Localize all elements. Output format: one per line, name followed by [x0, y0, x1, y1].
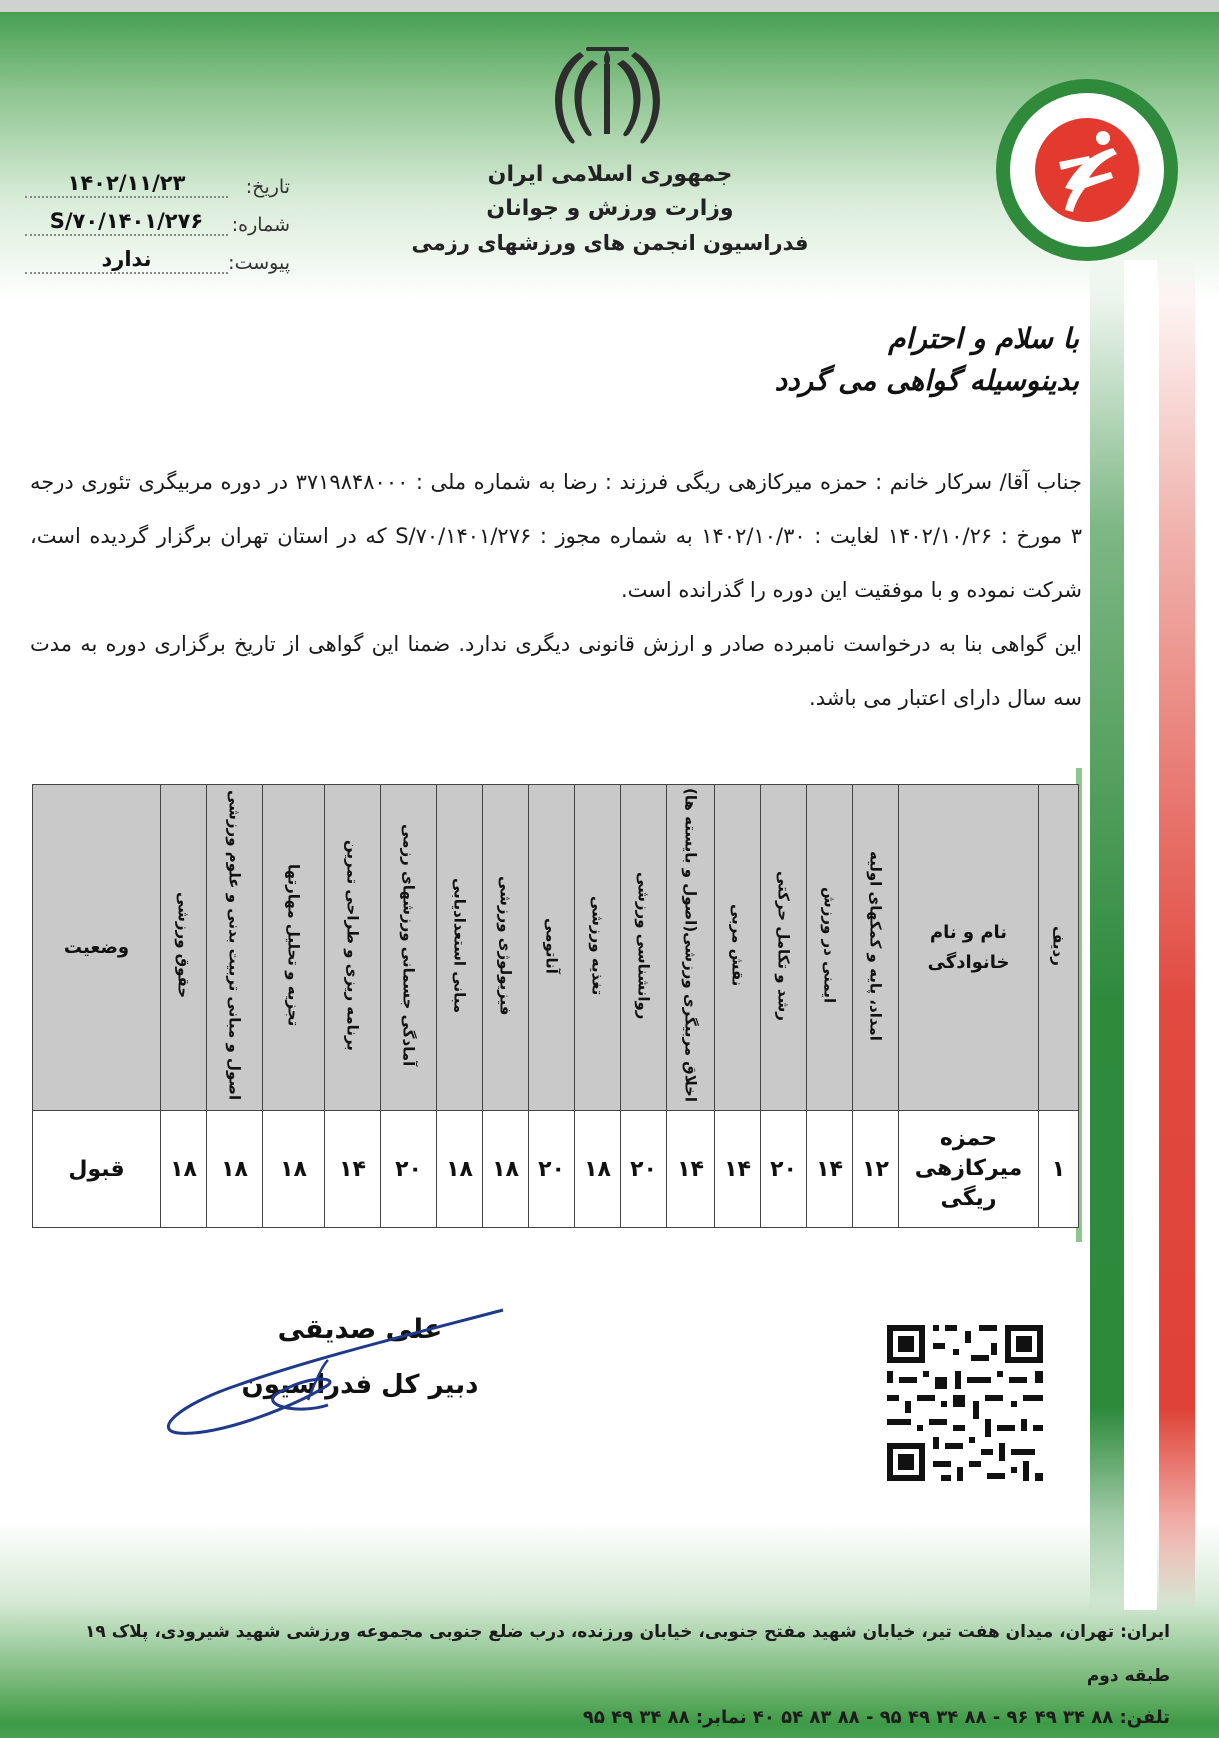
table-header-row: [33, 785, 1079, 1111]
header-sport-physiology: فیزیولوژی ورزشی: [483, 785, 529, 1111]
cell-grade: ۱۴: [667, 1111, 715, 1228]
red-stripe: [1159, 260, 1195, 1610]
cell-grade: ۱۸: [161, 1111, 207, 1228]
iran-emblem-icon: [550, 42, 665, 152]
signatory-name: علی صدیقی: [277, 1314, 443, 1345]
header-sports-law: حقوق ورزشی: [161, 785, 207, 1111]
ministry-title: وزارت ورزش و جوانان: [486, 196, 734, 221]
cell-row-number: ۱: [1039, 1111, 1079, 1228]
cell-grade: ۱۸: [575, 1111, 621, 1228]
green-stripe: [1090, 260, 1124, 1610]
cell-grade: ۱۸: [207, 1111, 263, 1228]
grades-table: [32, 784, 1079, 1228]
number-row: [25, 198, 290, 236]
cell-grade: ۱۸: [483, 1111, 529, 1228]
header-titles: [400, 158, 820, 260]
attachment-value: ندارد: [25, 246, 228, 274]
letter-meta: [25, 160, 290, 274]
header-training-planning: برنامه ریزی و طراحی تمرین: [325, 785, 381, 1111]
header-skill-analysis: تجزیه و تحلیل مهارتها: [263, 785, 325, 1111]
footer: [55, 1610, 1170, 1738]
header-first-aid: امداد، پایه و کمکهای اولیه: [853, 785, 899, 1111]
federation-logo-icon: [995, 78, 1180, 263]
country-title: جمهوری اسلامی ایران: [487, 162, 733, 187]
header-sport-nutrition: تغذیه ورزشی: [575, 785, 621, 1111]
cell-grade: ۲۰: [761, 1111, 807, 1228]
cell-grade: ۱۸: [263, 1111, 325, 1228]
cell-grade: ۱۴: [715, 1111, 761, 1228]
cell-grade: ۲۰: [621, 1111, 667, 1228]
header-anatomy: آناتومی: [529, 785, 575, 1111]
attachment-row: [25, 236, 290, 274]
cell-grade: ۲۰: [381, 1111, 437, 1228]
certificate-body: [30, 455, 1082, 725]
number-value: ۱۴۰۱/۲۷۶/S/۷۰: [25, 208, 228, 236]
cell-grade: ۱۴: [807, 1111, 853, 1228]
qr-code-icon: [875, 1313, 1056, 1494]
cell-grade: ۱۲: [853, 1111, 899, 1228]
header-physical-fitness: آمادگی جسمانی ورزشهای رزمی: [381, 785, 437, 1111]
body-paragraph-1: جناب آقا/ سرکار خانم : حمزه میرکازهی ریگی فرزند : رضا به شماره ملی : ۳۷۱۹۸۴۸۰۰۰ در دوره مربیگری تئوری درجه ۳ مورخ : ۱۴۰۲/۱۰/۲۶ لغایت : ۱۴۰۲/۱۰/۳۰ به شماره مجوز : ۱۴۰۱/۲۷۶/S/۷۰ که در استان تهران برگزار گردیده است، شرکت نموده و با موفقیت این دوره را گذرانده است.: [30, 470, 1082, 602]
header-motor-development: رشد و تکامل حرکتی: [761, 785, 807, 1111]
handwritten-signature-icon: [158, 1305, 508, 1435]
cell-grade: ۱۴: [325, 1111, 381, 1228]
header-coaching-ethics: اخلاق مربیگری ورزشی(اصول و بایسته ها): [667, 785, 715, 1111]
scan-top-edge: [0, 0, 1219, 12]
cell-grade: ۲۰: [529, 1111, 575, 1228]
header-coach-role: نقش مربی: [715, 785, 761, 1111]
date-row: [25, 160, 290, 198]
white-stripe: [1124, 260, 1157, 1610]
cell-status: قبول: [33, 1111, 161, 1228]
cell-grade: ۱۸: [437, 1111, 483, 1228]
number-label: شماره:: [231, 214, 290, 236]
header-status: وضعیت: [33, 785, 161, 1111]
signatory-title: دبیر کل فدراسیون: [241, 1370, 479, 1400]
greeting-line: با سلام و احترام: [888, 322, 1079, 355]
table-row: [33, 1111, 1079, 1228]
footer-phones: تلفن: ۸۸ ۳۴ ۴۹ ۹۶ - ۸۸ ۳۴ ۴۹ ۹۵ - ۸۸ ۸۳ ۵۴ ۴۰ نمابر: ۸۸ ۳۴ ۴۹ ۹۵: [582, 1707, 1170, 1728]
date-value: ۱۴۰۲/۱۱/۲۳: [25, 170, 228, 198]
header-full-name: نام و نام خانوادگی: [899, 785, 1039, 1111]
greeting: [775, 318, 1079, 402]
date-label: تاریخ:: [245, 176, 290, 198]
header-row-number: ردیف: [1039, 785, 1079, 1111]
body-paragraph-2: این گواهی بنا به درخواست نامبرده صادر و ارزش قانونی دیگری ندارد. ضمنا این گواهی از تاریخ برگزاری دوره به مدت سه سال دارای اعتبار می باشد.: [30, 632, 1082, 710]
certify-line: بدینوسیله گواهی می گردد: [774, 364, 1079, 397]
attachment-label: پیوست:: [228, 252, 290, 274]
header-pe-principles: اصول و مبانی تربیت بدنی و علوم ورزشی: [207, 785, 263, 1111]
header-sport-psychology: روانشناسی ورزشی: [621, 785, 667, 1111]
cell-full-name: حمزه میرکازهی ریگی: [899, 1111, 1039, 1228]
federation-title: فدراسیون انجمن های ورزشهای رزمی: [411, 231, 809, 255]
footer-address: ایران: تهران، میدان هفت تیر، خیابان شهید مفتح جنوبی، خیابان ورزنده، درب ضلع جنوبی مجموعه ورزشی شهید شیرودی، پلاک ۱۹ طبقه دوم: [85, 1622, 1170, 1686]
header-sports-safety: ایمنی در ورزش: [807, 785, 853, 1111]
grades-table-wrapper: [30, 768, 1082, 1242]
header-talent-identification: مبانی استعدادیابی: [437, 785, 483, 1111]
